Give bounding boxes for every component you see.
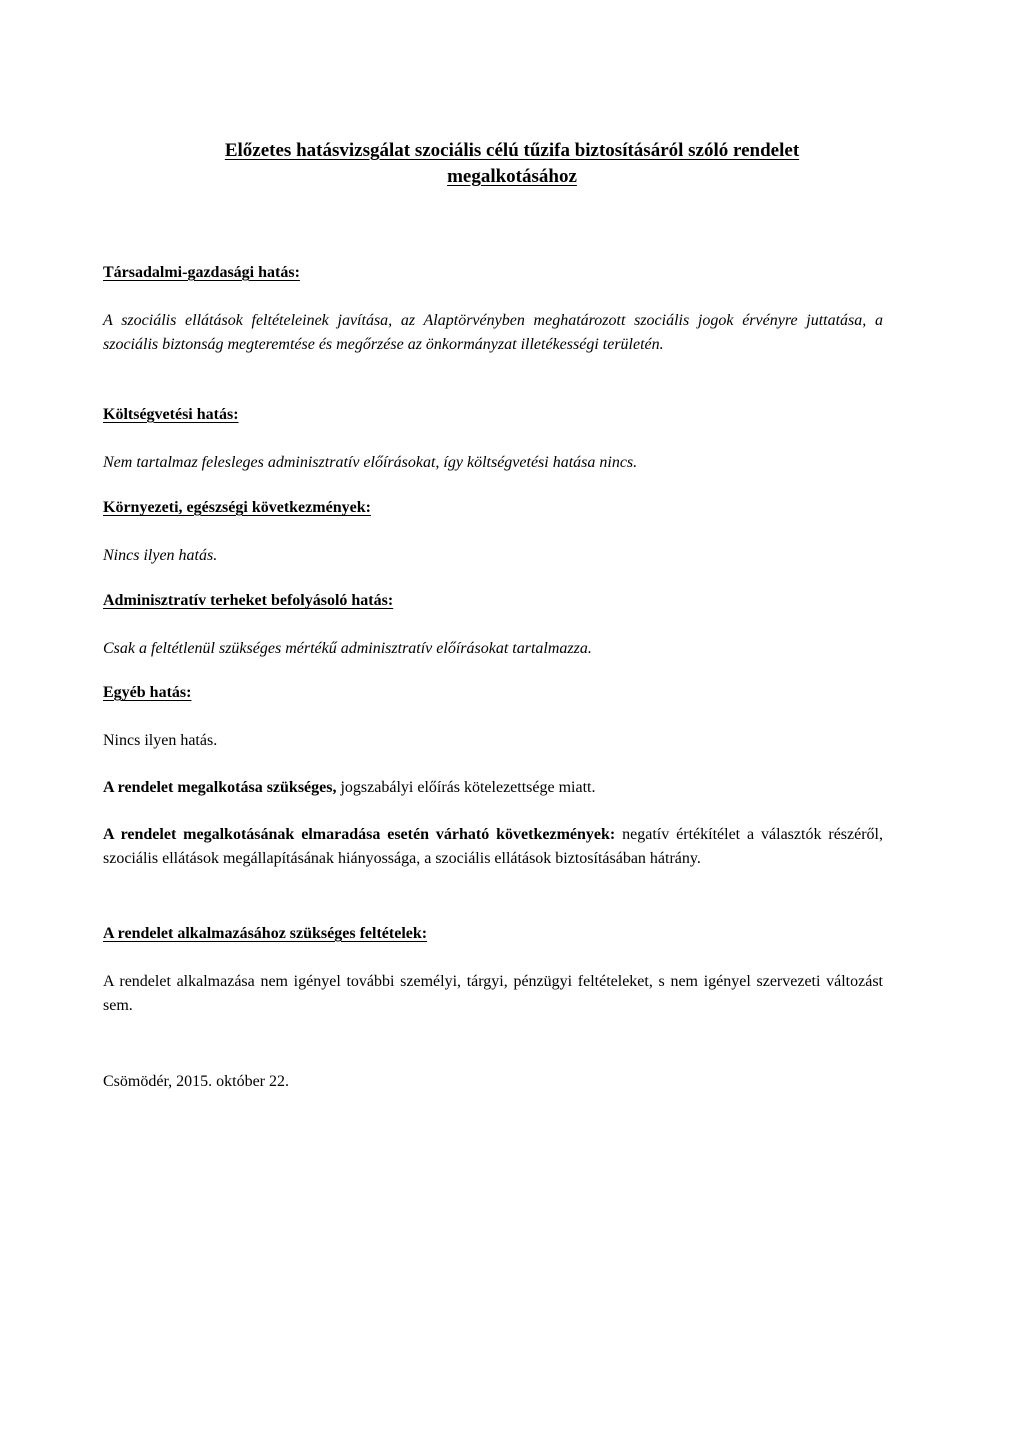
text-feltetelek: A rendelet alkalmazása nem igényel további személyi, tárgyi, pénzügyi feltételeket, s nem igényel szervezeti változást sem. [103,973,883,1014]
szukseges-bold: A rendelet megalkotása szükséges, [103,779,337,796]
title-line-2: megalkotásához [447,166,577,187]
heading-kornyezeti: Környezeti, egészségi következmények: [103,499,371,516]
text-egyeb: Nincs ilyen hatás. [103,732,218,749]
paragraph-elmaradas [103,823,883,871]
text-tarsadalmi: A szociális ellátások feltételeinek javítása, az Alaptörvényben meghatározott szociális jogok érvényre juttatása, a szociális biztonság megteremtése és megőrzése az önkormányzat illetékességi területén. [103,312,883,353]
place-date: Csömödér, 2015. október 22. [103,1073,290,1090]
text-kornyezeti: Nincs ilyen hatás. [103,547,218,564]
szukseges-text: jogszabályi előírás kötelezettsége miatt. [336,779,596,796]
text-adminisztrativ: Csak a feltétlenül szükséges mértékű adminisztratív előírásokat tartalmazza. [103,640,592,657]
text-koltsegvetesi: Nem tartalmaz felesleges adminisztratív előírásokat, így költségvetési hatása nincs. [103,454,638,471]
heading-adminisztrativ: Adminisztratív terheket befolyásoló hatás: [103,592,394,609]
elmaradas-bold: A rendelet megalkotásának elmaradása esetén várható következmények: [103,826,616,843]
heading-egyeb: Egyéb hatás: [103,684,192,701]
heading-tarsadalmi: Társadalmi-gazdasági hatás: [103,264,300,281]
title-line-1: Előzetes hatásvizsgálat szociális célú tűzifa biztosításáról szóló rendelet [224,140,800,161]
document-title [110,138,914,190]
elmaradas-text: negatív értékítélet a választók részéről, szociális ellátások megállapításának hiányossága, a szociális ellátások biztosításában hátrány. [103,826,883,867]
heading-feltetelek: A rendelet alkalmazásához szükséges feltételek: [103,925,428,942]
paragraph-szukseges [103,776,883,800]
heading-koltsegvetesi: Költségvetési hatás: [103,406,239,423]
